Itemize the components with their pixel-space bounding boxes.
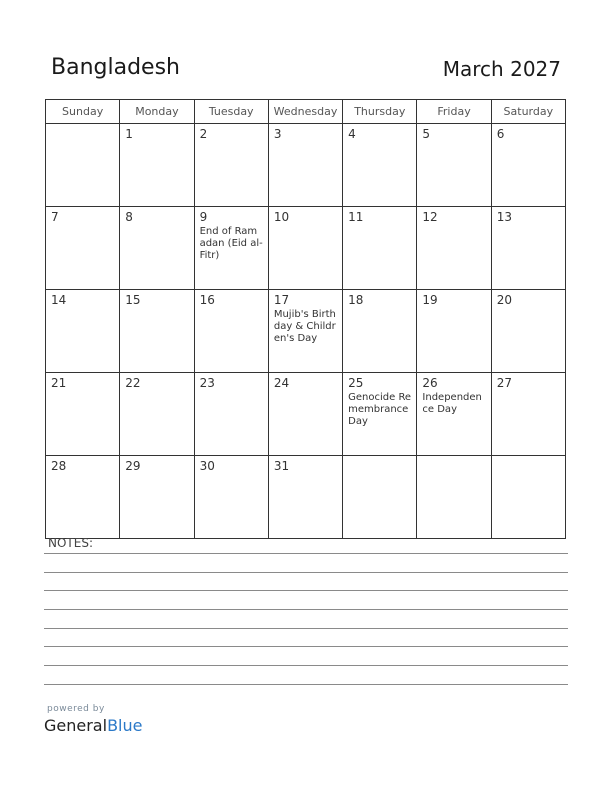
- week-row: [46, 456, 566, 539]
- day-cell: [194, 124, 268, 207]
- day-number: 13: [496, 210, 512, 224]
- day-number: 14: [51, 293, 67, 307]
- generalblue-logo: [44, 716, 142, 735]
- day-number: 25: [348, 376, 364, 390]
- day-number: 3: [273, 127, 282, 141]
- day-number: 10: [273, 210, 290, 224]
- day-cell: [194, 290, 268, 373]
- day-cell: [194, 207, 268, 290]
- day-cell: [417, 124, 491, 207]
- day-cell: [268, 124, 342, 207]
- day-cell: [268, 456, 342, 539]
- day-number: 27: [496, 376, 512, 390]
- weekday-header-row: [46, 100, 566, 124]
- day-number: 20: [496, 293, 512, 307]
- day-cell: [491, 373, 565, 456]
- holiday-label: Independence Day: [422, 392, 482, 415]
- notes-label: NOTES:: [48, 536, 93, 550]
- day-cell: [46, 373, 120, 456]
- day-cell: [46, 290, 120, 373]
- week-row: [46, 207, 566, 290]
- day-number: 30: [199, 459, 215, 473]
- day-cell: [120, 124, 194, 207]
- day-number: 24: [273, 376, 290, 390]
- day-number: 9: [199, 210, 208, 224]
- country-title: Bangladesh: [51, 55, 180, 80]
- note-line: [44, 665, 568, 666]
- day-cell: [417, 290, 491, 373]
- day-number: 7: [51, 210, 59, 224]
- day-number: 4: [348, 127, 356, 141]
- day-cell: [46, 124, 120, 207]
- brand-blue: Blue: [107, 716, 143, 735]
- day-cell: [491, 207, 565, 290]
- day-cell: [491, 290, 565, 373]
- week-row: [46, 290, 566, 373]
- note-line: [44, 572, 568, 573]
- day-number: 21: [51, 376, 67, 390]
- day-cell: [343, 207, 417, 290]
- weekday-tuesday: Tuesday: [194, 100, 268, 124]
- week-row: [46, 124, 566, 207]
- day-cell: [194, 456, 268, 539]
- day-cell: [120, 373, 194, 456]
- holiday-label: Genocide Remembrance Day: [348, 392, 412, 427]
- weekday-wednesday: Wednesday: [268, 100, 342, 124]
- day-number: 26: [422, 376, 438, 390]
- day-cell: [120, 207, 194, 290]
- day-cell: [46, 207, 120, 290]
- day-cell: [417, 456, 491, 539]
- weekday-sunday: Sunday: [46, 100, 120, 124]
- note-line: [44, 684, 568, 685]
- day-number: 18: [348, 293, 364, 307]
- note-line: [44, 609, 568, 610]
- note-line: [44, 590, 568, 591]
- month-year-title: March 2027: [442, 57, 561, 81]
- day-number: 5: [422, 127, 431, 141]
- day-number: 16: [199, 293, 215, 307]
- day-cell: [343, 456, 417, 539]
- weekday-thursday: Thursday: [343, 100, 417, 124]
- day-number: 22: [125, 376, 141, 390]
- weekday-monday: Monday: [120, 100, 194, 124]
- calendar-grid: [45, 99, 566, 539]
- day-number: 28: [51, 459, 67, 473]
- day-number: 12: [422, 210, 438, 224]
- week-row: [46, 373, 566, 456]
- day-number: 15: [125, 293, 141, 307]
- day-cell: [491, 456, 565, 539]
- brand-general: General: [44, 716, 108, 735]
- day-cell: [194, 373, 268, 456]
- day-number: 2: [199, 127, 208, 141]
- powered-by-text: powered by: [47, 704, 105, 714]
- day-cell: [120, 456, 194, 539]
- day-cell: [343, 124, 417, 207]
- holiday-label: Mujib's Birthday & Children's Day: [273, 309, 336, 344]
- day-cell: [268, 373, 342, 456]
- day-number: 6: [496, 127, 505, 141]
- day-number: 11: [348, 210, 364, 224]
- note-line: [44, 628, 568, 629]
- day-cell: [491, 124, 565, 207]
- day-number: 29: [125, 459, 141, 473]
- day-number: 8: [125, 210, 133, 224]
- day-number: 1: [125, 127, 133, 141]
- day-cell: [46, 456, 120, 539]
- day-cell: [343, 373, 417, 456]
- day-cell: [268, 207, 342, 290]
- note-line: [44, 553, 568, 554]
- day-cell: [417, 373, 491, 456]
- weekday-friday: Friday: [417, 100, 491, 124]
- day-cell: [120, 290, 194, 373]
- day-cell: [268, 290, 342, 373]
- day-cell: [417, 207, 491, 290]
- day-number: 31: [273, 459, 290, 473]
- weekday-saturday: Saturday: [491, 100, 565, 124]
- note-line: [44, 646, 568, 647]
- holiday-label: End of Ramadan (Eid al-Fitr): [199, 226, 263, 261]
- day-cell: [343, 290, 417, 373]
- day-number: 23: [199, 376, 215, 390]
- day-number: 17: [273, 293, 290, 307]
- day-number: 19: [422, 293, 438, 307]
